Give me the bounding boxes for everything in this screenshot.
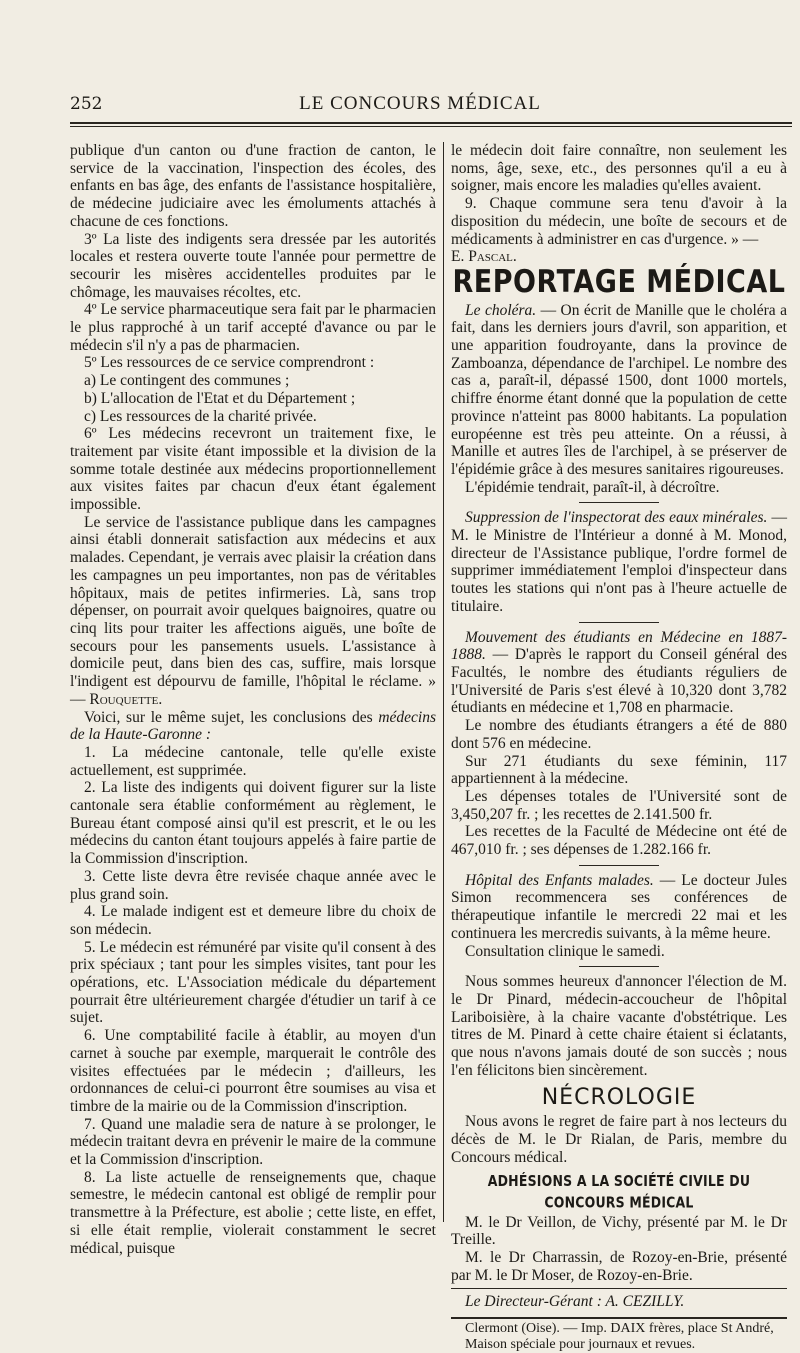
italic-phrase: médecins de la Haute-Garonne : xyxy=(70,708,437,744)
news-item xyxy=(451,509,787,615)
separator-rule xyxy=(451,1288,787,1289)
paragraph: 4º Le service pharmaceutique sera fait par le pharmacien le plus rapproché à un tarif accepté d'avance ou par le médecin s'il n'y a pas de pharmacien. xyxy=(70,301,436,354)
paragraph: 8. La liste actuelle de renseignements que, chaque semestre, le médecin cantonal est obligé de remplir pour transmettre à la Préfecture, est abolie ; cette liste, en effet, si elle était remplie, violerait constamment le secret médical, puisque xyxy=(70,1168,436,1257)
printer-line: Clermont (Oise). — Imp. DAIX frères, place St André, xyxy=(465,1321,774,1337)
news-heading: Le choléra. xyxy=(465,301,537,319)
section-title-reportage: REPORTAGE MÉDICAL xyxy=(452,264,786,301)
section-title-adhesions: ADHÉSIONS A LA SOCIÉTÉ CIVILE DU CONCOURS MÉDICAL xyxy=(487,1171,751,1212)
list-item: b) L'allocation de l'Etat et du Département ; xyxy=(84,389,356,407)
news-text: — On écrit de Manille que le choléra a fait, dans les derniers jours d'avril, son apparition, et une apparition foudroyante, dans la province de Zamboanza, dépendance de l'archipel. Le nombre des cas a, paraît-il, dépassé 1500, dont 1000 mortels, chiffre énorme étant donné que la population de cette province n'atteint pas 8000 habitants. La population européenne est très peu atteinte. On a réussi, à Manille et autres îles de l'archipel, à se préserver de l'épidémie grâce à des mesures sanitaires rigoureuses. xyxy=(451,301,787,478)
list-item: M. le Dr Veillon, de Vichy, présenté par M. le Dr Treille. xyxy=(451,1213,787,1249)
list-item: c) Les ressources de la charité privée. xyxy=(84,407,317,425)
page-header xyxy=(70,90,770,124)
separator-rule xyxy=(579,622,659,623)
paragraph-text: Le service de l'assistance publique dans les campagnes ainsi établi donnerait satisfaction aux médecins et aux malades. Cependant, je verrais avec plaisir la création dans les campagnes un peu importantes, non pas de véritables hôpitaux, mais de petites infirmeries. Là, sans trop dépenser, on pourrait avoir quelques baignoires, quatre ou cinq lits pour traiter les affections aiguës, une boîte de secours pour les pansements usuels. L'assistance à domicile peut, dans bien des cas, suffire, mais lorsque l'indigent est dépourvu de famille, l'hôpital le réclame. » — xyxy=(70,513,436,708)
paragraph: publique d'un canton ou d'une fraction de canton, le service de la vaccination, l'inspection des écoles, des enfants en bas âge, des enfants de l'assistance hospitalière, de médecine judiciaire avec les émoluments attachés à chacune de ces fonctions. xyxy=(70,142,436,230)
paragraph: 1. La médecine cantonale, telle qu'elle existe actuellement, est supprimée. xyxy=(70,743,436,779)
paragraph xyxy=(70,514,436,709)
header-rule xyxy=(70,122,792,124)
paragraph: Consultation clinique le samedi. xyxy=(465,942,665,960)
news-heading: Suppression de l'inspectorat des eaux minérales. xyxy=(465,509,768,527)
paragraph: Le nombre des étudiants étrangers a été de 880 dont 576 en médecine. xyxy=(451,717,787,752)
news-heading: Mouvement des étudiants en Médecine en 1887-1888. xyxy=(451,628,787,664)
news-heading: Hôpital des Enfants malades. xyxy=(465,871,654,889)
separator-rule xyxy=(579,966,659,967)
separator-rule xyxy=(579,502,659,503)
news-item xyxy=(451,302,787,479)
author-signature: E. Pascal. xyxy=(451,248,517,266)
paragraph-text: Voici, sur le même sujet, les conclusions des xyxy=(84,708,373,726)
paragraph: 5. Le médecin est rémunéré par visite qu'il consent à des prix spéciaux ; tant pour les simples visites, tant pour les opérations, etc. L'Association médicale du département pourrait être ultérieurement chargée d'étudier un tarif à ce sujet. xyxy=(70,938,436,1027)
paragraph: le médecin doit faire connaître, non seulement les noms, âge, sexe, etc., des personnes qu'il a eu à soigner, mais encore les maladies qu'elles avaient. xyxy=(451,142,787,195)
director-line: Le Directeur-Gérant : A. CEZILLY. xyxy=(465,1293,685,1311)
news-text: — D'après le rapport du Conseil général des Facultés, le nombre des étudiants réguliers de l'Université de Paris s'est élevé à 10,320 dont 3,782 étudiants en médecine et 1,708 en pharmacie. xyxy=(451,646,787,717)
paragraph: 7. Quand une maladie sera de nature à se prolonger, le médecin traitant devra en prévenir le maire de la commune et la Commission d'inscription. xyxy=(70,1115,436,1169)
news-text: — Le docteur Jules Simon recommencera ses conférences de thérapeutique infantile le mercredi 22 mai et les continuera les mercredis suivants, à la même heure. xyxy=(451,871,787,942)
page-number: 252 xyxy=(70,94,103,114)
paragraph: Sur 271 étudiants du sexe féminin, 117 appartiennent à la médecine. xyxy=(451,752,787,788)
paragraph: Les dépenses totales de l'Université sont de 3,450,207 fr. ; les recettes de 2.141.500 fr. xyxy=(451,787,787,823)
author-signature: Rouquette. xyxy=(89,690,163,708)
paragraph xyxy=(70,709,436,744)
paragraph: Nous avons le regret de faire part à nos lecteurs du décès de M. le Dr Rialan, de Paris, membre du Concours médical. xyxy=(451,1113,787,1166)
paragraph: 9. Chaque commune sera tenu d'avoir à la disposition du médecin, une boîte de secours et de médicaments à administrer en cas d'urgence. » — xyxy=(451,195,787,248)
left-column xyxy=(70,142,437,1257)
separator-rule xyxy=(451,1317,787,1319)
paragraph: Nous sommes heureux d'annoncer l'élection de M. le Dr Pinard, médecin-accoucheur de l'hôpital Lariboisière, à la chaire vacante d'obstétrique. Les titres de M. Pinard à cette chaire étaient si éclatants, que nous n'avons jamais douté de son succès ; nous l'en félicitons bien sincèrement. xyxy=(451,973,787,1079)
right-column xyxy=(451,142,787,1353)
paragraph: 5º Les ressources de ce service comprendront : xyxy=(84,354,375,372)
paragraph: 3º La liste des indigents sera dressée par les autorités locales et restera ouverte toute l'année pour permettre de secourir les misères accidentelles produites par le chômage, les mauvaises récoltes, etc. xyxy=(70,230,436,301)
printer-line: Maison spéciale pour journaux et revues. xyxy=(465,1337,696,1353)
list-item: a) Le contingent des communes ; xyxy=(84,372,290,390)
paragraph: 6. Une comptabilité facile à établir, au moyen d'un carnet à souche par exemple, marquerait le contrôle des visites effectuées par le médecin ; d'ailleurs, les ordonnances de celui-ci pourront être soumises au visa et timbre de la mairie ou de la Commission d'inscription. xyxy=(70,1027,436,1115)
paragraph: 2. La liste des indigents qui doivent figurer sur la liste cantonale sera établie conformément au règlement, le Bureau étant composé ainsi qu'il est prescrit, et le ou les médecins du canton étant toujours appelés à faire partie de la Commission d'inscription. xyxy=(70,779,436,868)
paragraph: L'épidémie tendrait, paraît-il, à décroître. xyxy=(465,478,720,496)
news-item xyxy=(451,629,787,718)
paragraph: Les recettes de la Faculté de Médecine ont été de 467,010 fr. ; ses dépenses de 1.282.166 fr. xyxy=(451,823,787,859)
separator-rule xyxy=(579,865,659,866)
paragraph: 3. Cette liste devra être revisée chaque année avec le plus grand soin. xyxy=(70,867,436,903)
news-text: — M. le Ministre de l'Intérieur a donné à M. Monod, directeur de l'Assistance publique, l'ordre formel de supprimer immédiatement l'emploi d'inspecteur dans toutes les stations qui n'ont pas à l'heure actuelle de titulaire. xyxy=(451,509,787,615)
list-item: M. le Dr Charrassin, de Rozoy-en-Brie, présenté par M. le Dr Moser, de Rozoy-en-Brie. xyxy=(451,1249,787,1284)
section-title-necrologie: NÉCROLOGIE xyxy=(541,1085,697,1111)
news-item xyxy=(451,872,787,943)
column-divider xyxy=(443,142,444,1222)
paragraph: 6º Les médecins recevront un traitement fixe, le traitement par visite étant impossible et la division de la somme totale destinée aux médecins proportionnellement aux visites faites par chacun d'eux étant également impossible. xyxy=(70,425,436,514)
journal-title: LE CONCOURS MÉDICAL xyxy=(299,93,541,114)
paragraph: 4. Le malade indigent est et demeure libre du choix de son médecin. xyxy=(70,903,436,938)
header-rule-thin xyxy=(70,126,792,127)
